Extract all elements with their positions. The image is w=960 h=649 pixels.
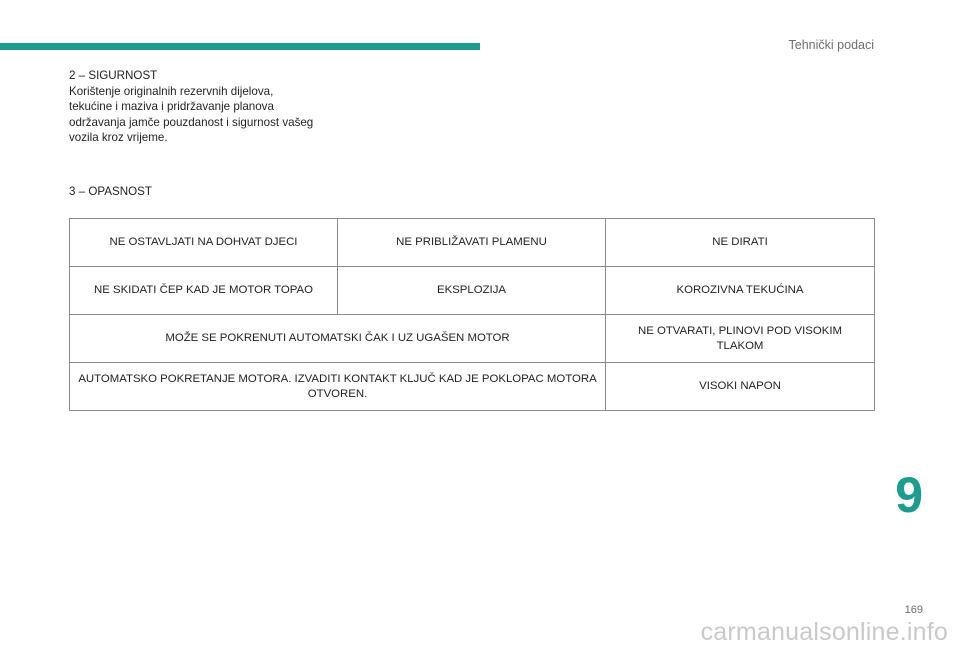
warning-cell: AUTOMATSKO POKRETANJE MOTORA. IZVADITI KONTAKT KLJUČ KAD JE POKLOPAC MOTORA OTVOREN. <box>70 363 606 411</box>
table-row <box>70 363 875 411</box>
warning-cell: NE OTVARATI, PLINOVI POD VISOKIM TLAKOM <box>606 315 875 363</box>
danger-warnings-table <box>69 218 875 411</box>
danger-heading: 3 – OPASNOST <box>69 185 152 198</box>
table-row <box>70 315 875 363</box>
warning-cell: NE OSTAVLJATI NA DOHVAT DJECI <box>70 219 338 267</box>
safety-body-line: Korištenje originalnih rezervnih dijelova, <box>69 84 274 98</box>
warning-cell: EKSPLOZIJA <box>338 267 606 315</box>
warning-cell: NE SKIDATI ČEP KAD JE MOTOR TOPAO <box>70 267 338 315</box>
safety-body-line: održavanja jamče pouzdanost i sigurnost vašeg <box>69 115 314 129</box>
table-row <box>70 219 875 267</box>
warning-cell: MOŽE SE POKRENUTI AUTOMATSKI ČAK I UZ UGAŠEN MOTOR <box>70 315 606 363</box>
warning-cell: VISOKI NAPON <box>606 363 875 411</box>
safety-heading: 2 – SIGURNOST <box>69 69 158 82</box>
warning-cell: NE PRIBLIŽAVATI PLAMENU <box>338 219 606 267</box>
page-number: 169 <box>904 604 923 616</box>
watermark: carmanualsonline.info <box>700 618 948 646</box>
warning-cell: NE DIRATI <box>606 219 875 267</box>
safety-body-line: vozila kroz vrijeme. <box>69 131 168 144</box>
safety-section <box>69 68 349 146</box>
header-accent-bar <box>0 43 480 50</box>
table-row <box>70 267 875 315</box>
safety-body-line: tekućine i maziva i pridržavanje planova <box>69 100 274 113</box>
section-title: Tehnički podaci <box>788 38 874 52</box>
warning-cell: KOROZIVNA TEKUĆINA <box>606 267 875 315</box>
chapter-number: 9 <box>895 467 923 523</box>
